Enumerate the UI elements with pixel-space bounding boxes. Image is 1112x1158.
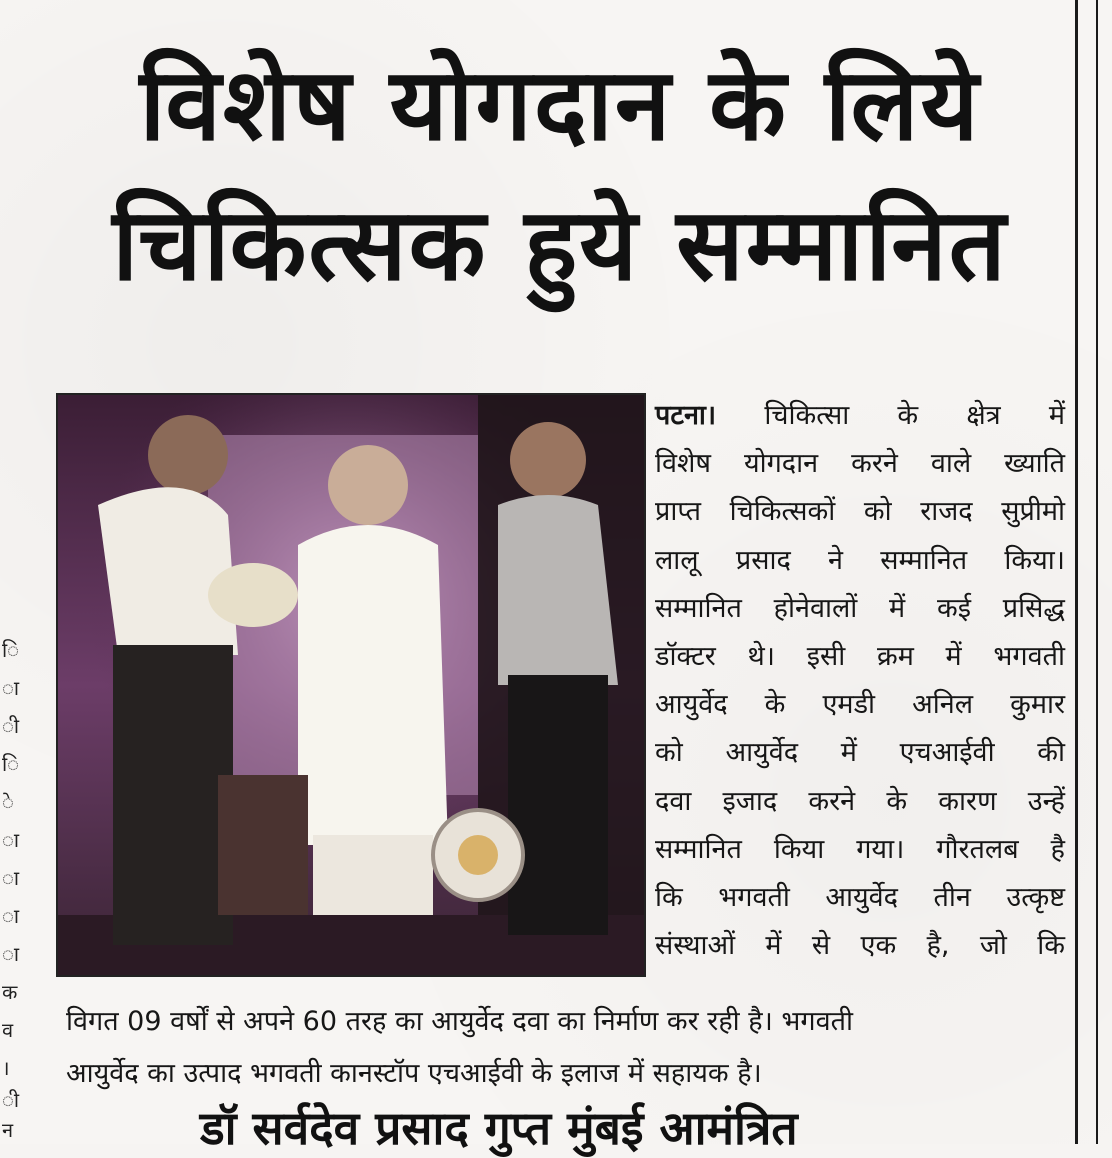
article-line: दवा इजाद करने के कारण उन्हें: [655, 785, 1065, 817]
fragment-char: ा: [2, 904, 20, 928]
fragment-char: ि: [2, 752, 20, 776]
article-line: लालू प्रसाद ने सम्मानित किया।: [655, 544, 1065, 576]
adjacent-column-fragment: [0, 0, 26, 1144]
article-line: सम्मानित किया गया। गौरतलब है: [655, 833, 1065, 865]
fragment-char: ी: [2, 714, 20, 738]
article-continuation: [66, 996, 1066, 1100]
fragment-char: ी: [2, 1088, 20, 1112]
fragment-char: व: [2, 1018, 14, 1042]
article-line: डॉक्टर थे। इसी क्रम में भगवती: [655, 641, 1065, 673]
fragment-char: ा: [2, 828, 20, 852]
article-text: चिकित्सा के क्षेत्र में: [764, 400, 1065, 431]
continuation-line: आयुर्वेद का उत्पाद भगवती कानस्टॉप एचआईवी के इलाज में सहायक है।: [66, 1058, 762, 1089]
fragment-char: े: [2, 790, 14, 814]
fragment-char: न: [2, 1118, 14, 1142]
article-line: आयुर्वेद के एमडी अनिल कुमार: [655, 689, 1065, 721]
article-line: सम्मानित होनेवालों में कई प्रसिद्ध: [655, 592, 1065, 624]
dateline: पटना।: [655, 400, 717, 431]
article-body: [655, 392, 1065, 970]
fragment-char: ा: [2, 866, 20, 890]
photo-image-icon: [58, 395, 644, 975]
fragment-char: ा: [2, 942, 20, 966]
news-photo: [56, 393, 646, 977]
fragment-char: ।: [2, 1056, 10, 1080]
article-line: [655, 392, 1065, 440]
headline-line-1: विशेष योगदान के लिये: [139, 46, 981, 163]
column-rule: [1075, 0, 1078, 1144]
continuation-line: विगत 09 वर्षों से अपने 60 तरह का आयुर्वेद दवा का निर्माण कर रही है। भगवती: [66, 1006, 853, 1037]
next-article-headline: डॉ सर्वदेव प्रसाद गुप्त मुंबई आमंत्रित: [200, 1101, 798, 1155]
article-line: कि भगवती आयुर्वेद तीन उत्कृष्ट: [655, 882, 1065, 914]
article-line: प्राप्त चिकित्सकों को राजद सुप्रीमो: [655, 496, 1065, 528]
column-rule: [1096, 0, 1098, 1144]
article-line: विशेष योगदान करने वाले ख्याति: [655, 448, 1065, 480]
fragment-char: ा: [2, 676, 20, 700]
fragment-char: ि: [2, 638, 20, 662]
article-line: को आयुर्वेद में एचआईवी की: [655, 737, 1065, 769]
article-line: संस्थाओं में से एक है, जो कि: [655, 930, 1065, 962]
headline-line-2: चिकित्सक हुये सम्मानित: [112, 186, 1008, 303]
fragment-char: क: [2, 980, 18, 1004]
